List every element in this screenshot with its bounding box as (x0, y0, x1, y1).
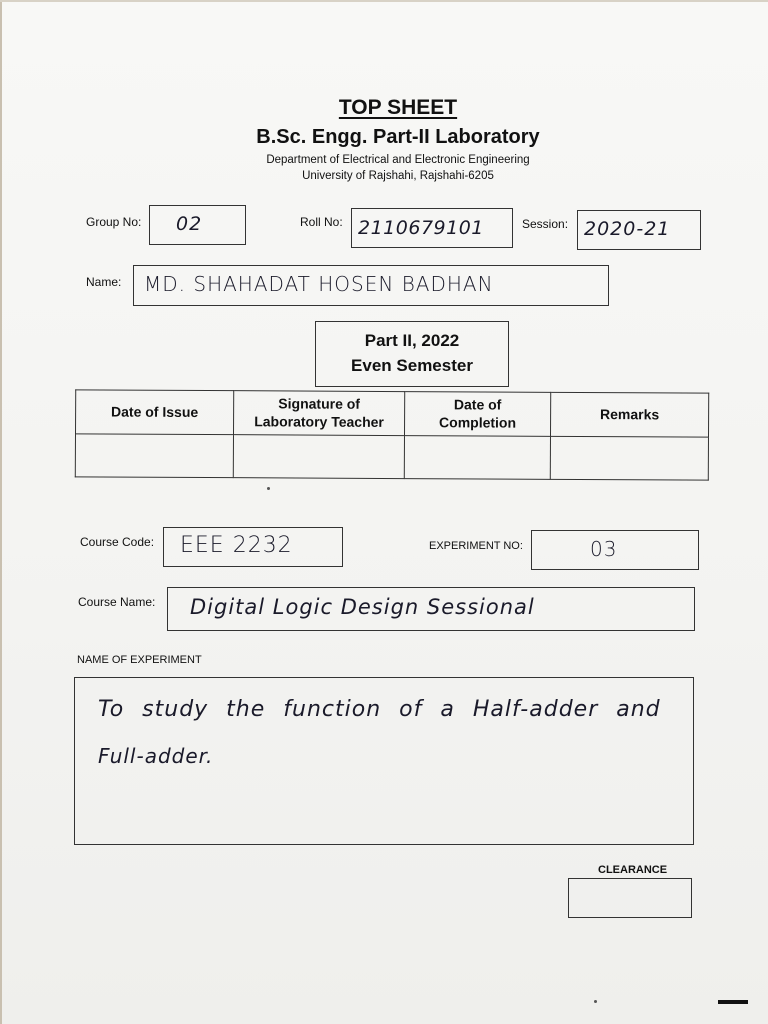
header-signature: Signature of Laboratory Teacher (234, 391, 405, 435)
cell-remarks[interactable] (550, 436, 708, 480)
experiment-no-value: 03 (590, 537, 618, 561)
course-code-field[interactable] (163, 527, 343, 567)
session-label: Session: (522, 217, 569, 231)
experiment-no-field[interactable] (531, 530, 699, 570)
university-name: University of Rajshahi, Rajshahi-6205 (302, 170, 494, 182)
semester-part: Part II, 2022 (364, 331, 460, 350)
course-name-value: Digital Logic Design Sessional (190, 595, 535, 619)
clearance-label: CLEARANCE (598, 864, 668, 876)
ink-speck (267, 487, 270, 490)
name-field[interactable] (133, 265, 609, 306)
ink-mark (718, 1000, 748, 1004)
roll-value: 2110679101 (358, 217, 484, 239)
experiment-no-label: EXPERIMENT NO: (429, 540, 523, 552)
header-remarks: Remarks (550, 392, 708, 436)
name-label: Name: (86, 275, 122, 289)
cell-date-of-completion[interactable] (404, 435, 550, 479)
sheet-title: TOP SHEET (338, 96, 458, 119)
group-value: 02 (176, 213, 203, 235)
semester-term: Even Semester (351, 356, 473, 375)
group-label: Group No: (86, 215, 142, 229)
department-name: Department of Electrical and Electronic Engineering (266, 154, 530, 166)
sheet-subtitle: B.Sc. Engg. Part-II Laboratory (256, 126, 540, 148)
experiment-name-line-2: Full-adder. (98, 744, 214, 768)
course-code-label: Course Code: (80, 535, 155, 549)
name-value: MD. SHAHADAT HOSEN BADHAN (144, 272, 494, 296)
group-field[interactable] (149, 205, 246, 245)
header-date-of-issue: Date of Issue (76, 390, 234, 434)
experiment-name-line-1: To study the function of a Half-adder and (98, 697, 661, 722)
issue-table (75, 389, 709, 480)
experiment-name-label: NAME OF EXPERIMENT (77, 654, 202, 666)
header-date-of-completion: Date of Completion (404, 392, 550, 436)
ink-speck-bottom (594, 1000, 597, 1003)
course-name-field[interactable] (167, 587, 695, 631)
clearance-field[interactable] (568, 878, 692, 918)
paper-top-edge (0, 0, 768, 2)
course-code-value: EEE 2232 (180, 533, 293, 558)
roll-label: Roll No: (300, 215, 343, 229)
cell-date-of-issue[interactable] (75, 433, 233, 477)
issue-table-row (75, 433, 708, 480)
course-name-label: Course Name: (78, 595, 156, 609)
issue-table-header-row (76, 390, 709, 437)
roll-field[interactable] (351, 208, 513, 248)
cell-signature[interactable] (233, 434, 404, 478)
semester-box (315, 321, 509, 387)
session-field[interactable] (577, 210, 701, 250)
session-value: 2020-21 (584, 218, 671, 240)
